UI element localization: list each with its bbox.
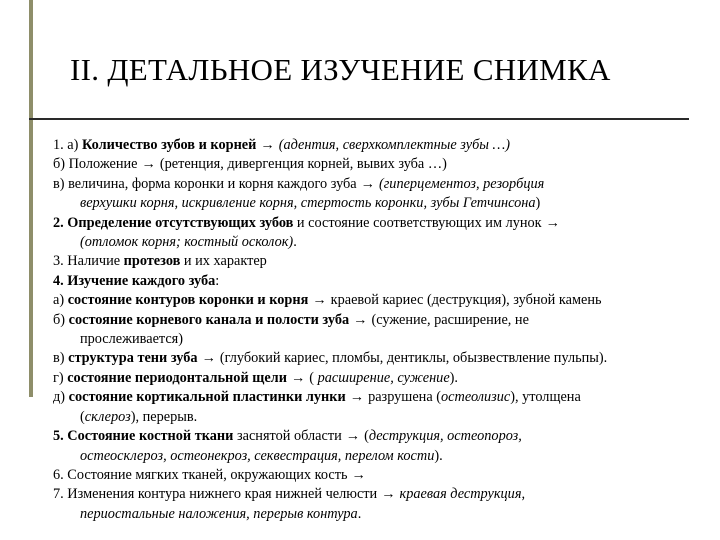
item-4b-cont: прослеживается) [80, 331, 184, 348]
item-4c: в) структура тени зуба → (глубокий кариес, пломбы, дентиклы, обызвествление пульпы). [53, 349, 693, 368]
item-4e-cont: (склероз), перерыв. [80, 408, 198, 425]
title-underline [29, 118, 689, 120]
item-5-cont: остеосклероз, остеонекроз, секвестрация, перелом кости). [80, 447, 443, 464]
item-2: 2. Определение отсутствующих зубов и состояние соответствующих им лунок → [53, 214, 693, 233]
item-4b: б) состояние корневого канала и полости зуба → (сужение, расширение, не [53, 311, 693, 330]
arrow-icon: → [260, 137, 275, 153]
item-1b: б) Положение → (ретенция, дивергенция корней, вывих зуба …) [53, 155, 693, 174]
arrow-icon: → [545, 214, 560, 231]
arrow-icon: → [381, 486, 396, 503]
arrow-icon: → [201, 350, 216, 367]
arrow-icon: → [141, 156, 156, 173]
slide-content [53, 136, 693, 524]
arrow-icon: → [351, 466, 366, 483]
item-7-cont: периостальные наложения, перерыв контура. [80, 505, 362, 522]
item-4e: д) состояние кортикальной пластинки лунки → разрушена (остеолизис), утолщена [53, 388, 693, 407]
arrow-icon: → [349, 389, 365, 406]
arrow-icon: → [353, 311, 368, 328]
item-2-cont: (отломок корня; костный осколок). [80, 234, 297, 251]
item-1c: в) величина, форма коронки и корня каждого зуба → (гиперцементоз, резорбция [53, 175, 693, 194]
item-4a: а) состояние контуров коронки и корня → краевой кариес (деструкция), зубной камень [53, 291, 693, 310]
item-4: 4. Изучение каждого зуба: [53, 272, 220, 289]
arrow-icon: → [290, 369, 306, 386]
item-1a: 1. а) Количество зубов и корней → (адентия, сверхкомплектные зубы …) [53, 136, 693, 155]
item-4d: г) состояние периодонтальной щели → ( расширение, сужение). [53, 369, 693, 388]
item-1c-cont: верхушки корня, искривление корня, стертость коронки, зубы Гетчинсона) [80, 195, 541, 212]
left-accent-bar [29, 0, 33, 397]
arrow-icon: → [312, 292, 327, 309]
item-7: 7. Изменения контура нижнего края нижней челюсти → краевая деструкция, [53, 485, 693, 504]
arrow-icon: → [345, 428, 361, 445]
arrow-icon: → [360, 175, 375, 192]
item-3: 3. Наличие протезов и их характер [53, 253, 267, 270]
item-5: 5. Состояние костной ткани заснятой области → (деструкция, остеопороз, [53, 427, 693, 446]
item-6: 6. Состояние мягких тканей, окружающих кость → [53, 466, 693, 485]
slide-title: II. ДЕТАЛЬНОЕ ИЗУЧЕНИЕ СНИМКА [70, 52, 611, 87]
